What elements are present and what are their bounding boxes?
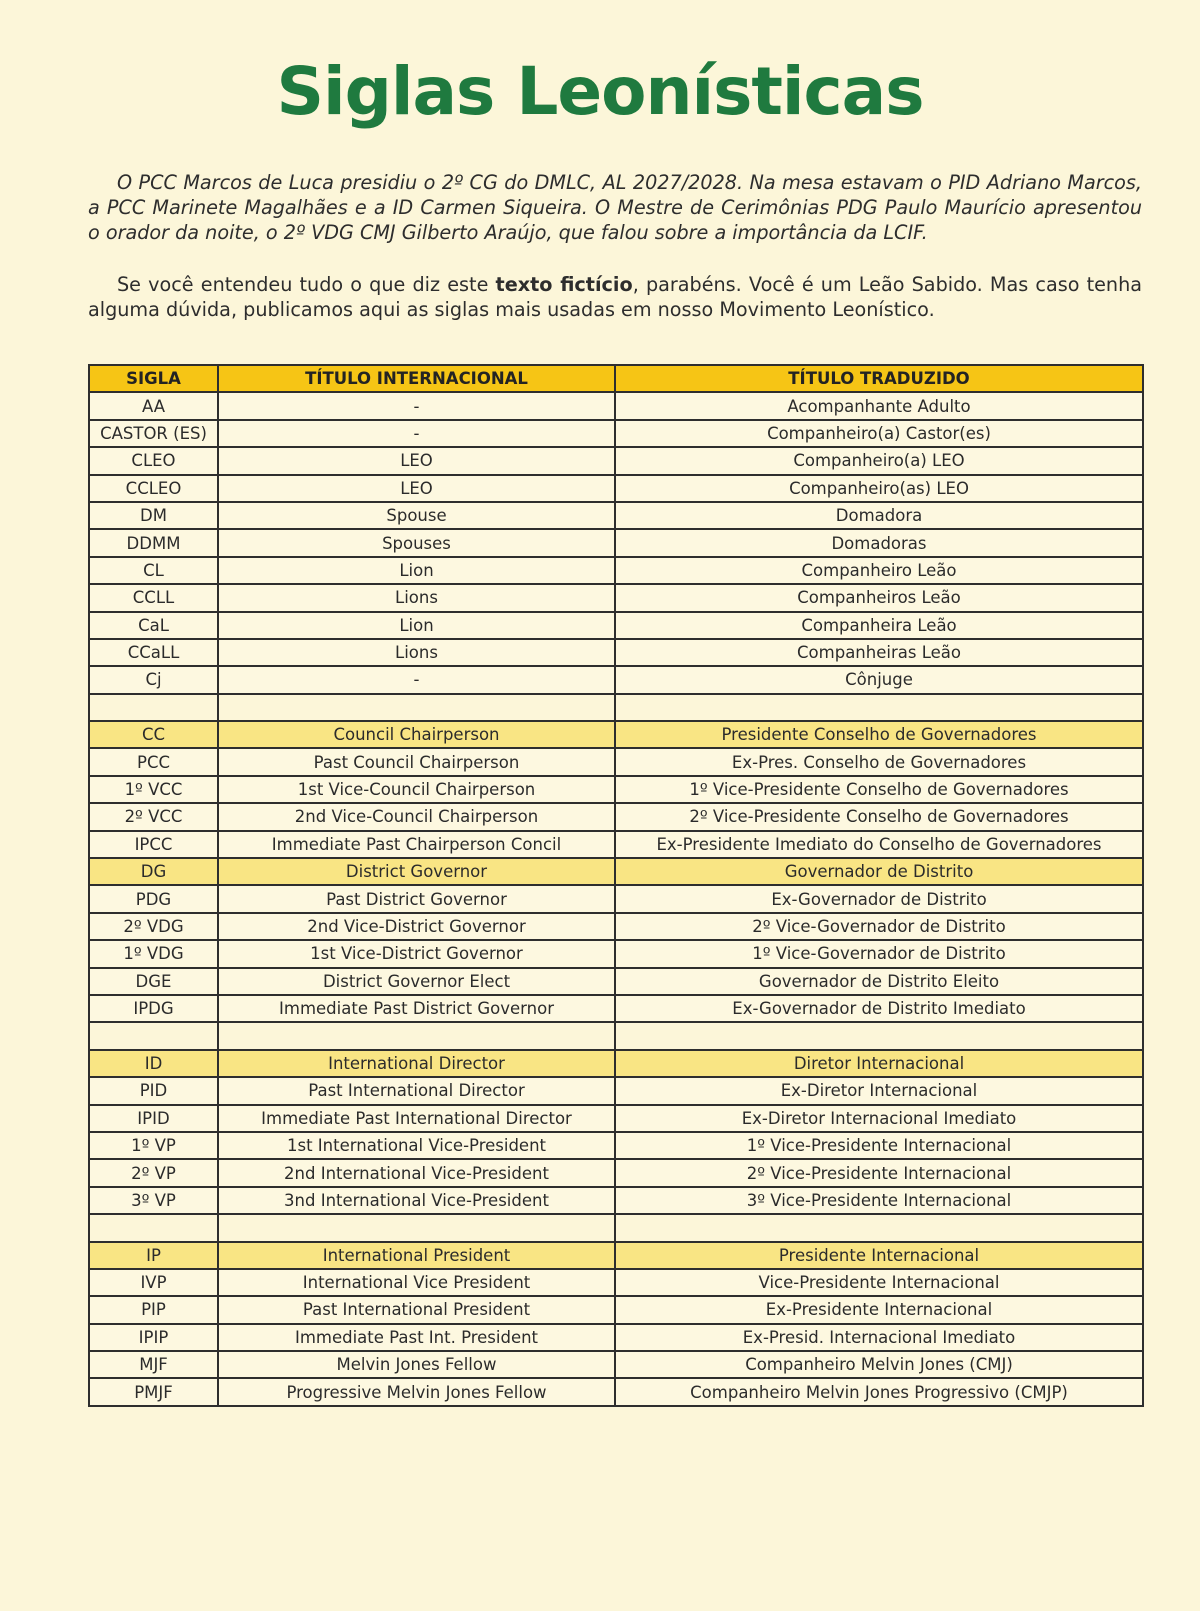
titulo-internacional-cell: Council Chairperson [218,721,615,748]
table-blank-row [89,1022,1143,1049]
titulo-traduzido-cell: Ex-Governador de Distrito Imediato [615,995,1143,1022]
titulo-traduzido-cell: 2º Vice-Presidente Internacional [615,1159,1143,1186]
titulo-internacional-cell: Lion [218,557,615,584]
table-header-row [89,365,1143,392]
sigla-cell: CC [89,721,218,748]
sigla-cell: CaL [89,612,218,639]
titulo-internacional-cell: - [218,420,615,447]
titulo-internacional-cell: 2nd Vice-Council Chairperson [218,803,615,830]
header-sigla: SIGLA [89,365,218,392]
titulo-traduzido-cell: Ex-Pres. Conselho de Governadores [615,748,1143,775]
table-row [89,475,1143,502]
table-row [89,1105,1143,1132]
titulo-traduzido-cell: Companheiros Leão [615,584,1143,611]
sigla-cell: PMJF [89,1378,218,1405]
titulo-internacional-cell: International Vice President [218,1269,615,1296]
sigla-cell: 2º VP [89,1159,218,1186]
table-row [89,420,1143,447]
table-row [89,529,1143,556]
table-row [89,913,1143,940]
table-blank-row [89,1214,1143,1241]
titulo-internacional-cell: - [218,392,615,419]
sigla-cell: PIP [89,1296,218,1323]
sigla-cell: 2º VDG [89,913,218,940]
table-row [89,502,1143,529]
titulo-traduzido-cell: Domadoras [615,529,1143,556]
sigla-cell: DGE [89,968,218,995]
table-group-row [89,1242,1143,1269]
titulo-traduzido-cell: Acompanhante Adulto [615,392,1143,419]
table-row [89,1296,1143,1323]
titulo-traduzido-cell: Governador de Distrito Eleito [615,968,1143,995]
sigla-cell: AA [89,392,218,419]
titulo-internacional-cell: Immediate Past Chairperson Concil [218,831,615,858]
sigla-cell [89,1214,218,1241]
titulo-traduzido-cell: 2º Vice-Governador de Distrito [615,913,1143,940]
titulo-traduzido-cell: Companheiro Melvin Jones Progressivo (CMJP) [615,1378,1143,1405]
titulo-internacional-cell: International President [218,1242,615,1269]
titulo-internacional-cell: Lion [218,612,615,639]
titulo-internacional-cell: 1st Vice-District Governor [218,940,615,967]
titulo-internacional-cell [218,694,615,721]
titulo-traduzido-cell: Companheiro(a) Castor(es) [615,420,1143,447]
titulo-traduzido-cell: Companheiro Leão [615,557,1143,584]
sigla-cell: 1º VCC [89,776,218,803]
intro-italic-text: O PCC Marcos de Luca presidiu o 2º CG do DMLC, AL 2027/2028. Na mesa estavam o PID Adriano Marcos, a PCC Marinete Magalhães e a ID Carmen Siqueira. O Mestre de Cerimônias PDG Paulo Maurício apresentou o orador da noite, o 2º VDG CMJ Gilberto Araújo, que falou sobre a importância da LCIF. [88,171,1142,244]
sigla-cell: 1º VDG [89,940,218,967]
titulo-internacional-cell: Immediate Past District Governor [218,995,615,1022]
titulo-traduzido-cell: Vice-Presidente Internacional [615,1269,1143,1296]
table-row [89,885,1143,912]
titulo-internacional-cell: Past District Governor [218,885,615,912]
titulo-traduzido-cell [615,694,1143,721]
sigla-cell: PID [89,1077,218,1104]
titulo-traduzido-cell: Presidente Conselho de Governadores [615,721,1143,748]
sigla-cell: 1º VP [89,1132,218,1159]
table-row [89,748,1143,775]
titulo-traduzido-cell: Companheira Leão [615,612,1143,639]
sigla-cell: ID [89,1050,218,1077]
titulo-traduzido-cell: Governador de Distrito [615,858,1143,885]
intro-text-bold: texto fictício [495,273,633,296]
acronyms-table [88,364,1144,1407]
titulo-traduzido-cell: Presidente Internacional [615,1242,1143,1269]
sigla-cell: 2º VCC [89,803,218,830]
table-row [89,666,1143,693]
sigla-cell: CLEO [89,447,218,474]
titulo-traduzido-cell [615,1022,1143,1049]
titulo-internacional-cell [218,1214,615,1241]
table-row [89,392,1143,419]
page-title: Siglas Leonísticas [276,53,924,130]
titulo-internacional-cell [218,1022,615,1049]
sigla-cell: Cj [89,666,218,693]
titulo-traduzido-cell: 2º Vice-Presidente Conselho de Governadores [615,803,1143,830]
sigla-cell: 3º VP [89,1187,218,1214]
table-row [89,557,1143,584]
table-row [89,612,1143,639]
table-row [89,940,1143,967]
sigla-cell: IPID [89,1105,218,1132]
table-row [89,995,1143,1022]
titulo-internacional-cell: Past Council Chairperson [218,748,615,775]
titulo-traduzido-cell: Ex-Diretor Internacional [615,1077,1143,1104]
titulo-internacional-cell: 1st International Vice-President [218,1132,615,1159]
titulo-traduzido-cell [615,1214,1143,1241]
titulo-internacional-cell: - [218,666,615,693]
titulo-traduzido-cell: Companheiras Leão [615,639,1143,666]
titulo-traduzido-cell: Ex-Diretor Internacional Imediato [615,1105,1143,1132]
titulo-internacional-cell: 2nd Vice-District Governor [218,913,615,940]
titulo-traduzido-cell: Ex-Presidente Imediato do Conselho de Governadores [615,831,1143,858]
sigla-cell: CCaLL [89,639,218,666]
table-row [89,1351,1143,1378]
table-row [89,1269,1143,1296]
titulo-traduzido-cell: Companheiro Melvin Jones (CMJ) [615,1351,1143,1378]
sigla-cell: CCLL [89,584,218,611]
intro-explanation [88,272,1142,322]
sigla-cell: MJF [89,1351,218,1378]
titulo-internacional-cell: 2nd International Vice-President [218,1159,615,1186]
table-row [89,831,1143,858]
titulo-traduzido-cell: Companheiro(a) LEO [615,447,1143,474]
table-group-row [89,1050,1143,1077]
titulo-traduzido-cell: Diretor Internacional [615,1050,1143,1077]
sigla-cell [89,694,218,721]
table-row [89,1378,1143,1405]
titulo-internacional-cell: 3nd International Vice-President [218,1187,615,1214]
titulo-internacional-cell: Past International Director [218,1077,615,1104]
titulo-internacional-cell: Immediate Past International Director [218,1105,615,1132]
titulo-internacional-cell: District Governor [218,858,615,885]
table-row [89,776,1143,803]
table-body [89,392,1143,1405]
titulo-traduzido-cell: Domadora [615,502,1143,529]
table-row [89,1159,1143,1186]
titulo-internacional-cell: Lions [218,639,615,666]
table-blank-row [89,694,1143,721]
sigla-cell: CCLEO [89,475,218,502]
titulo-traduzido-cell: Cônjuge [615,666,1143,693]
intro-text-before: Se você entendeu tudo o que diz este [117,273,496,296]
table-row [89,1077,1143,1104]
table-row [89,639,1143,666]
table-row [89,1187,1143,1214]
sigla-cell: IVP [89,1269,218,1296]
sigla-cell: DDMM [89,529,218,556]
sigla-cell: CASTOR (ES) [89,420,218,447]
titulo-internacional-cell: Progressive Melvin Jones Fellow [218,1378,615,1405]
intro-fictional-text [88,170,1142,245]
table-group-row [89,858,1143,885]
sigla-cell: IPDG [89,995,218,1022]
titulo-internacional-cell: International Director [218,1050,615,1077]
sigla-cell: DG [89,858,218,885]
table-row [89,584,1143,611]
titulo-traduzido-cell: Ex-Presidente Internacional [615,1296,1143,1323]
titulo-internacional-cell: Immediate Past Int. President [218,1324,615,1351]
titulo-traduzido-cell: 3º Vice-Presidente Internacional [615,1187,1143,1214]
titulo-traduzido-cell: 1º Vice-Presidente Conselho de Governadores [615,776,1143,803]
titulo-internacional-cell: LEO [218,475,615,502]
sigla-cell: DM [89,502,218,529]
titulo-internacional-cell: Past International President [218,1296,615,1323]
titulo-traduzido-cell: 1º Vice-Governador de Distrito [615,940,1143,967]
table-group-row [89,721,1143,748]
sigla-cell: CL [89,557,218,584]
titulo-traduzido-cell: Ex-Governador de Distrito [615,885,1143,912]
sigla-cell: PDG [89,885,218,912]
titulo-internacional-cell: District Governor Elect [218,968,615,995]
header-titulo-internacional: TÍTULO INTERNACIONAL [218,365,615,392]
titulo-traduzido-cell: Ex-Presid. Internacional Imediato [615,1324,1143,1351]
titulo-traduzido-cell: 1º Vice-Presidente Internacional [615,1132,1143,1159]
table-row [89,968,1143,995]
header-titulo-traduzido: TÍTULO TRADUZIDO [615,365,1143,392]
titulo-internacional-cell: 1st Vice-Council Chairperson [218,776,615,803]
sigla-cell: IPIP [89,1324,218,1351]
intro-text-after: , parabéns. Você é um Leão Sabido. Mas caso tenha alguma dúvida, publicamos aqui as siglas mais usadas em nosso Movimento Leonístico. [88,273,1143,321]
table-row [89,447,1143,474]
sigla-cell: IPCC [89,831,218,858]
sigla-cell [89,1022,218,1049]
table-row [89,1324,1143,1351]
titulo-internacional-cell: Lions [218,584,615,611]
titulo-internacional-cell: LEO [218,447,615,474]
table-row [89,1132,1143,1159]
sigla-cell: IP [89,1242,218,1269]
sigla-cell: PCC [89,748,218,775]
table-row [89,803,1143,830]
titulo-traduzido-cell: Companheiro(as) LEO [615,475,1143,502]
titulo-internacional-cell: Spouses [218,529,615,556]
titulo-internacional-cell: Spouse [218,502,615,529]
titulo-internacional-cell: Melvin Jones Fellow [218,1351,615,1378]
